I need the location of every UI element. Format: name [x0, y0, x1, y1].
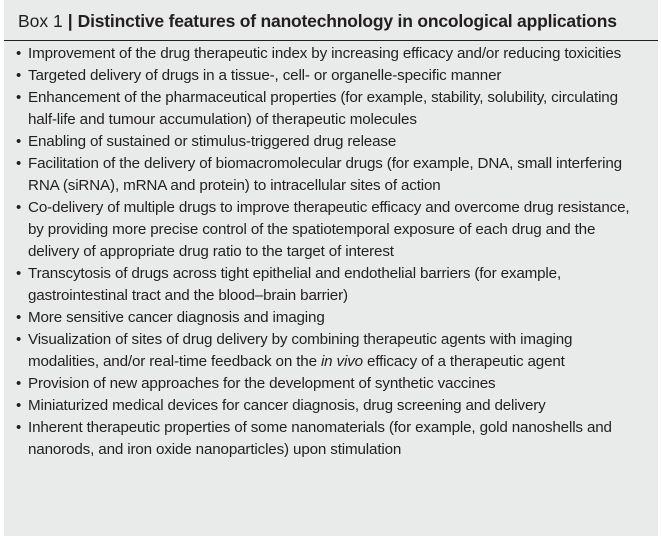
- box-separator: |: [67, 11, 73, 31]
- box-label: Box 1: [18, 11, 63, 31]
- list-item-text: Improvement of the drug therapeutic index by increasing efficacy and/or reducing toxicities: [28, 45, 622, 62]
- bullet-icon: •: [16, 45, 22, 62]
- list-item-text: Co-delivery of multiple drugs to improve therapeutic efficacy and overcome drug resistance, by providing more precise control of the spatiotemporal exposure of each drug and the delivery of appropriate drug ratio to the target of interest: [28, 199, 630, 260]
- list-item-text: More sensitive cancer diagnosis and imaging: [28, 309, 325, 326]
- list-item: [16, 329, 644, 373]
- list-item: [16, 395, 644, 417]
- list-item: [16, 87, 644, 131]
- list-item-text: Inherent therapeutic properties of some nanomaterials (for example, gold nanoshells and nanorods, and iron oxide nanoparticles) upon stimulation: [28, 419, 612, 458]
- list-item: [16, 373, 644, 395]
- feature-box: [4, 0, 658, 536]
- list-item: [16, 197, 644, 263]
- list-item: [16, 65, 644, 87]
- list-item: [16, 153, 644, 197]
- box-title: Distinctive features of nanotechnology in oncological applications: [77, 11, 617, 31]
- bullet-icon: •: [16, 155, 22, 172]
- list-item-text-before: Visualization of sites of drug delivery by combining therapeutic agents with imaging modalities, and/or real-time feedback on the: [28, 331, 573, 370]
- bullet-icon: •: [16, 375, 22, 392]
- list-item-text: Transcytosis of drugs across tight epithelial and endothelial barriers (for example, gastrointestinal tract and the blood–brain barrier): [28, 265, 562, 304]
- feature-list: [4, 41, 658, 461]
- list-item-text-after: efficacy of a therapeutic agent: [362, 353, 565, 370]
- bullet-icon: •: [16, 309, 22, 326]
- bullet-icon: •: [16, 331, 22, 348]
- list-item-text: Miniaturized medical devices for cancer diagnosis, drug screening and delivery: [28, 397, 546, 414]
- list-item: [16, 417, 644, 461]
- list-item: [16, 263, 644, 307]
- list-item-text-italic: in vivo: [320, 353, 363, 370]
- list-item-text: Enhancement of the pharmaceutical properties (for example, stability, solubility, circulating half-life and tumour accumulation) of therapeutic molecules: [28, 89, 618, 128]
- list-item: [16, 43, 644, 65]
- bullet-icon: •: [16, 397, 22, 414]
- box-header: [4, 0, 658, 41]
- list-item: [16, 307, 644, 329]
- list-item-text: Provision of new approaches for the development of synthetic vaccines: [28, 375, 496, 392]
- bullet-icon: •: [16, 67, 22, 84]
- bullet-icon: •: [16, 265, 22, 282]
- bullet-icon: •: [16, 133, 22, 150]
- bullet-icon: •: [16, 199, 22, 216]
- bullet-icon: •: [16, 89, 22, 106]
- list-item-text: [28, 329, 644, 373]
- list-item-text: Targeted delivery of drugs in a tissue-, cell- or organelle-specific manner: [28, 67, 502, 84]
- list-item-text: Enabling of sustained or stimulus-triggered drug release: [28, 133, 397, 150]
- list-item: [16, 131, 644, 153]
- bullet-icon: •: [16, 419, 22, 436]
- list-item-text: Facilitation of the delivery of biomacromolecular drugs (for example, DNA, small interfering RNA (siRNA), mRNA and protein) to intracellular sites of action: [28, 155, 622, 194]
